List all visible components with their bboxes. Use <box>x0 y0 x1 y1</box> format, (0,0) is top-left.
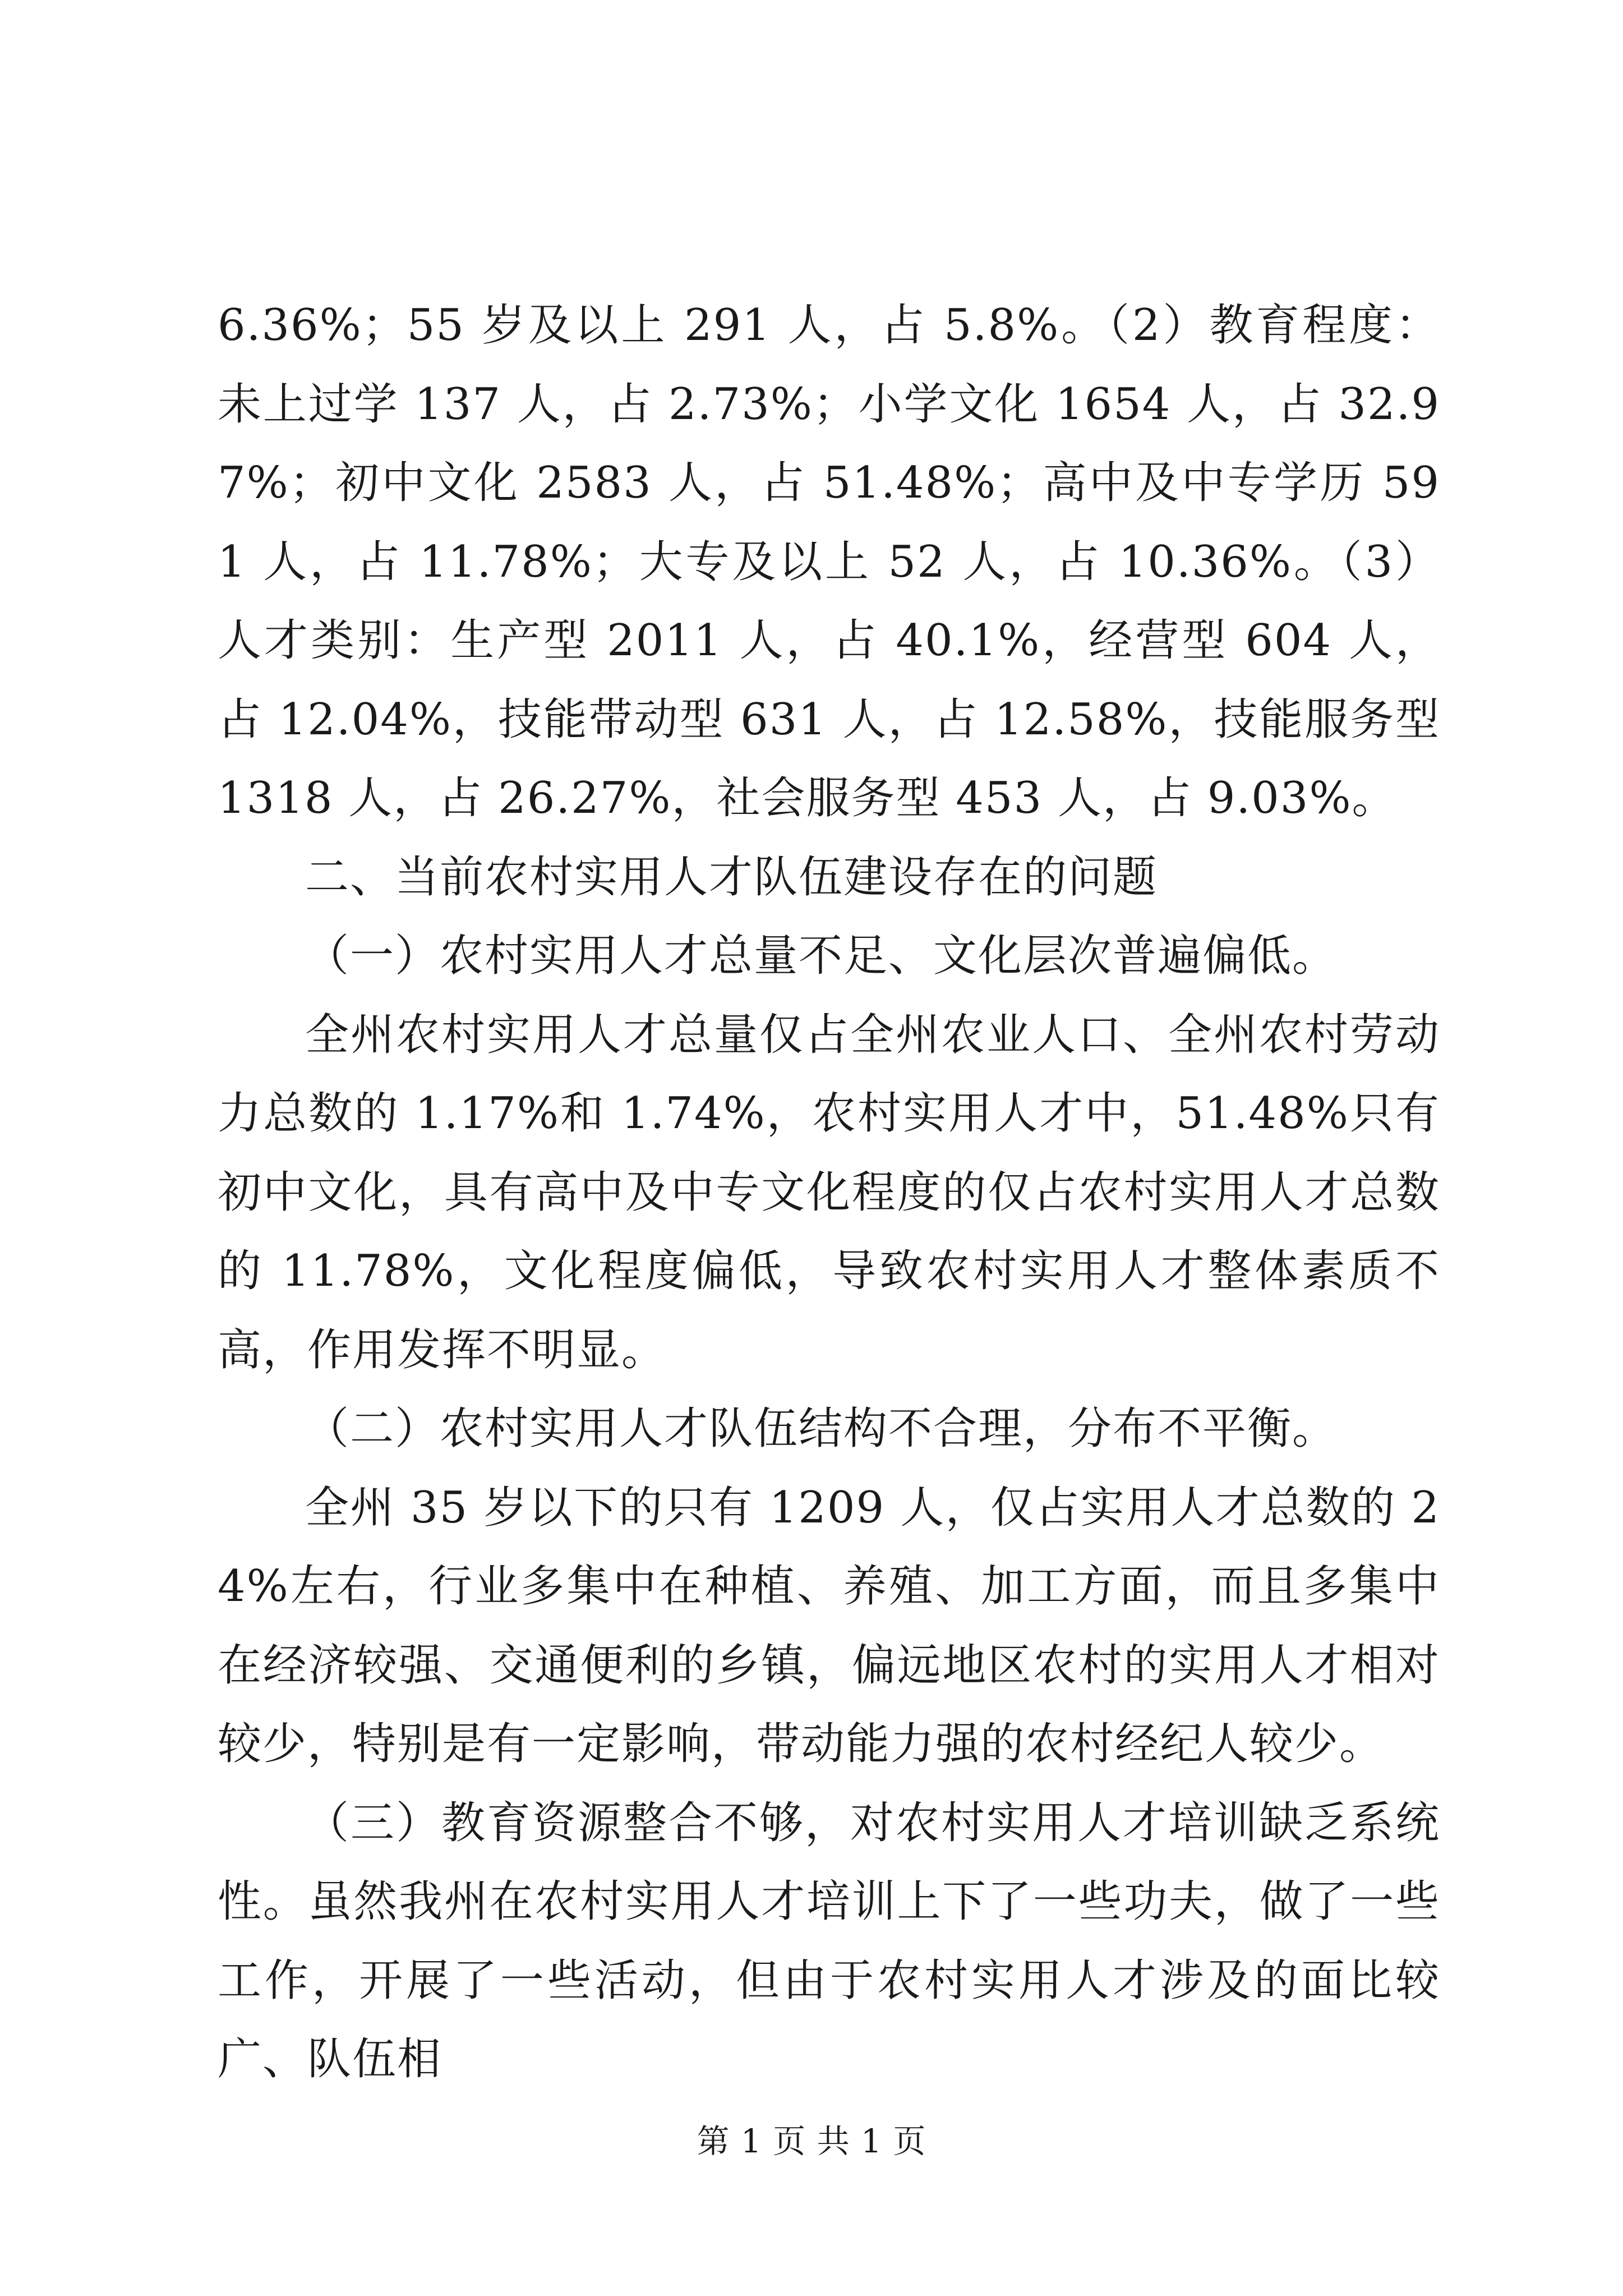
paragraph-talent-total: 全州农村实用人才总量仅占全州农业人口、全州农村劳动力总数的 1.17%和 1.74%，农村实用人才中，51.48%只有初中文化，具有高中及中专文化程度的仅占农村实用人才总数的 11.78%，文化程度偏低，导致农村实用人才整体素质不高，作用发挥不明显。 <box>218 1009 1440 1375</box>
paragraph-statistics-continued: 6.36%；55 岁及以上 291 人，占 5.8%。（2）教育程度：未上过学 137 人，占 2.73%；小学文化 1654 人，占 32.97%；初中文化 2583 人，占 51.48%；高中及中专学历 591 人，占 11.78%；大专及以上 52 人，占 10.36%。（3）人才类别：生产型 2011 人，占 40.1%，经营型 604 人，占 12.04%，技能带动型 631 人，占 12.58%，技能服务型 1318 人，占 26.27%，社会服务型 453 人，占 9.03%。 <box>218 300 1440 823</box>
subheading-one: （一）农村实用人才总量不足、文化层次普遍偏低。 <box>305 931 1338 981</box>
section-heading-problems: 二、当前农村实用人才队伍建设存在的问题 <box>305 852 1158 903</box>
subheading-three-and-paragraph: （三）教育资源整合不够，对农村实用人才培训缺乏系统性。虽然我州在农村实用人才培训上下了一些功夫，做了一些工作，开展了一些活动，但由于农村实用人才涉及的面比较广、队伍相 <box>218 1797 1440 2085</box>
document-body <box>218 286 1440 2099</box>
subheading-two: （二）农村实用人才队伍结构不合理，分布不平衡。 <box>305 1404 1338 1454</box>
paragraph-talent-structure: 全州 35 岁以下的只有 1209 人，仅占实用人才总数的 24%左右，行业多集中在种植、养殖、加工方面，而且多集中在经济较强、交通便利的乡镇，偏远地区农村的实用人才相对较少，特别是有一定影响，带动能力强的农村经纪人较少。 <box>218 1482 1440 1769</box>
page-footer: 第 1 页 共 1 页 <box>697 2122 926 2160</box>
